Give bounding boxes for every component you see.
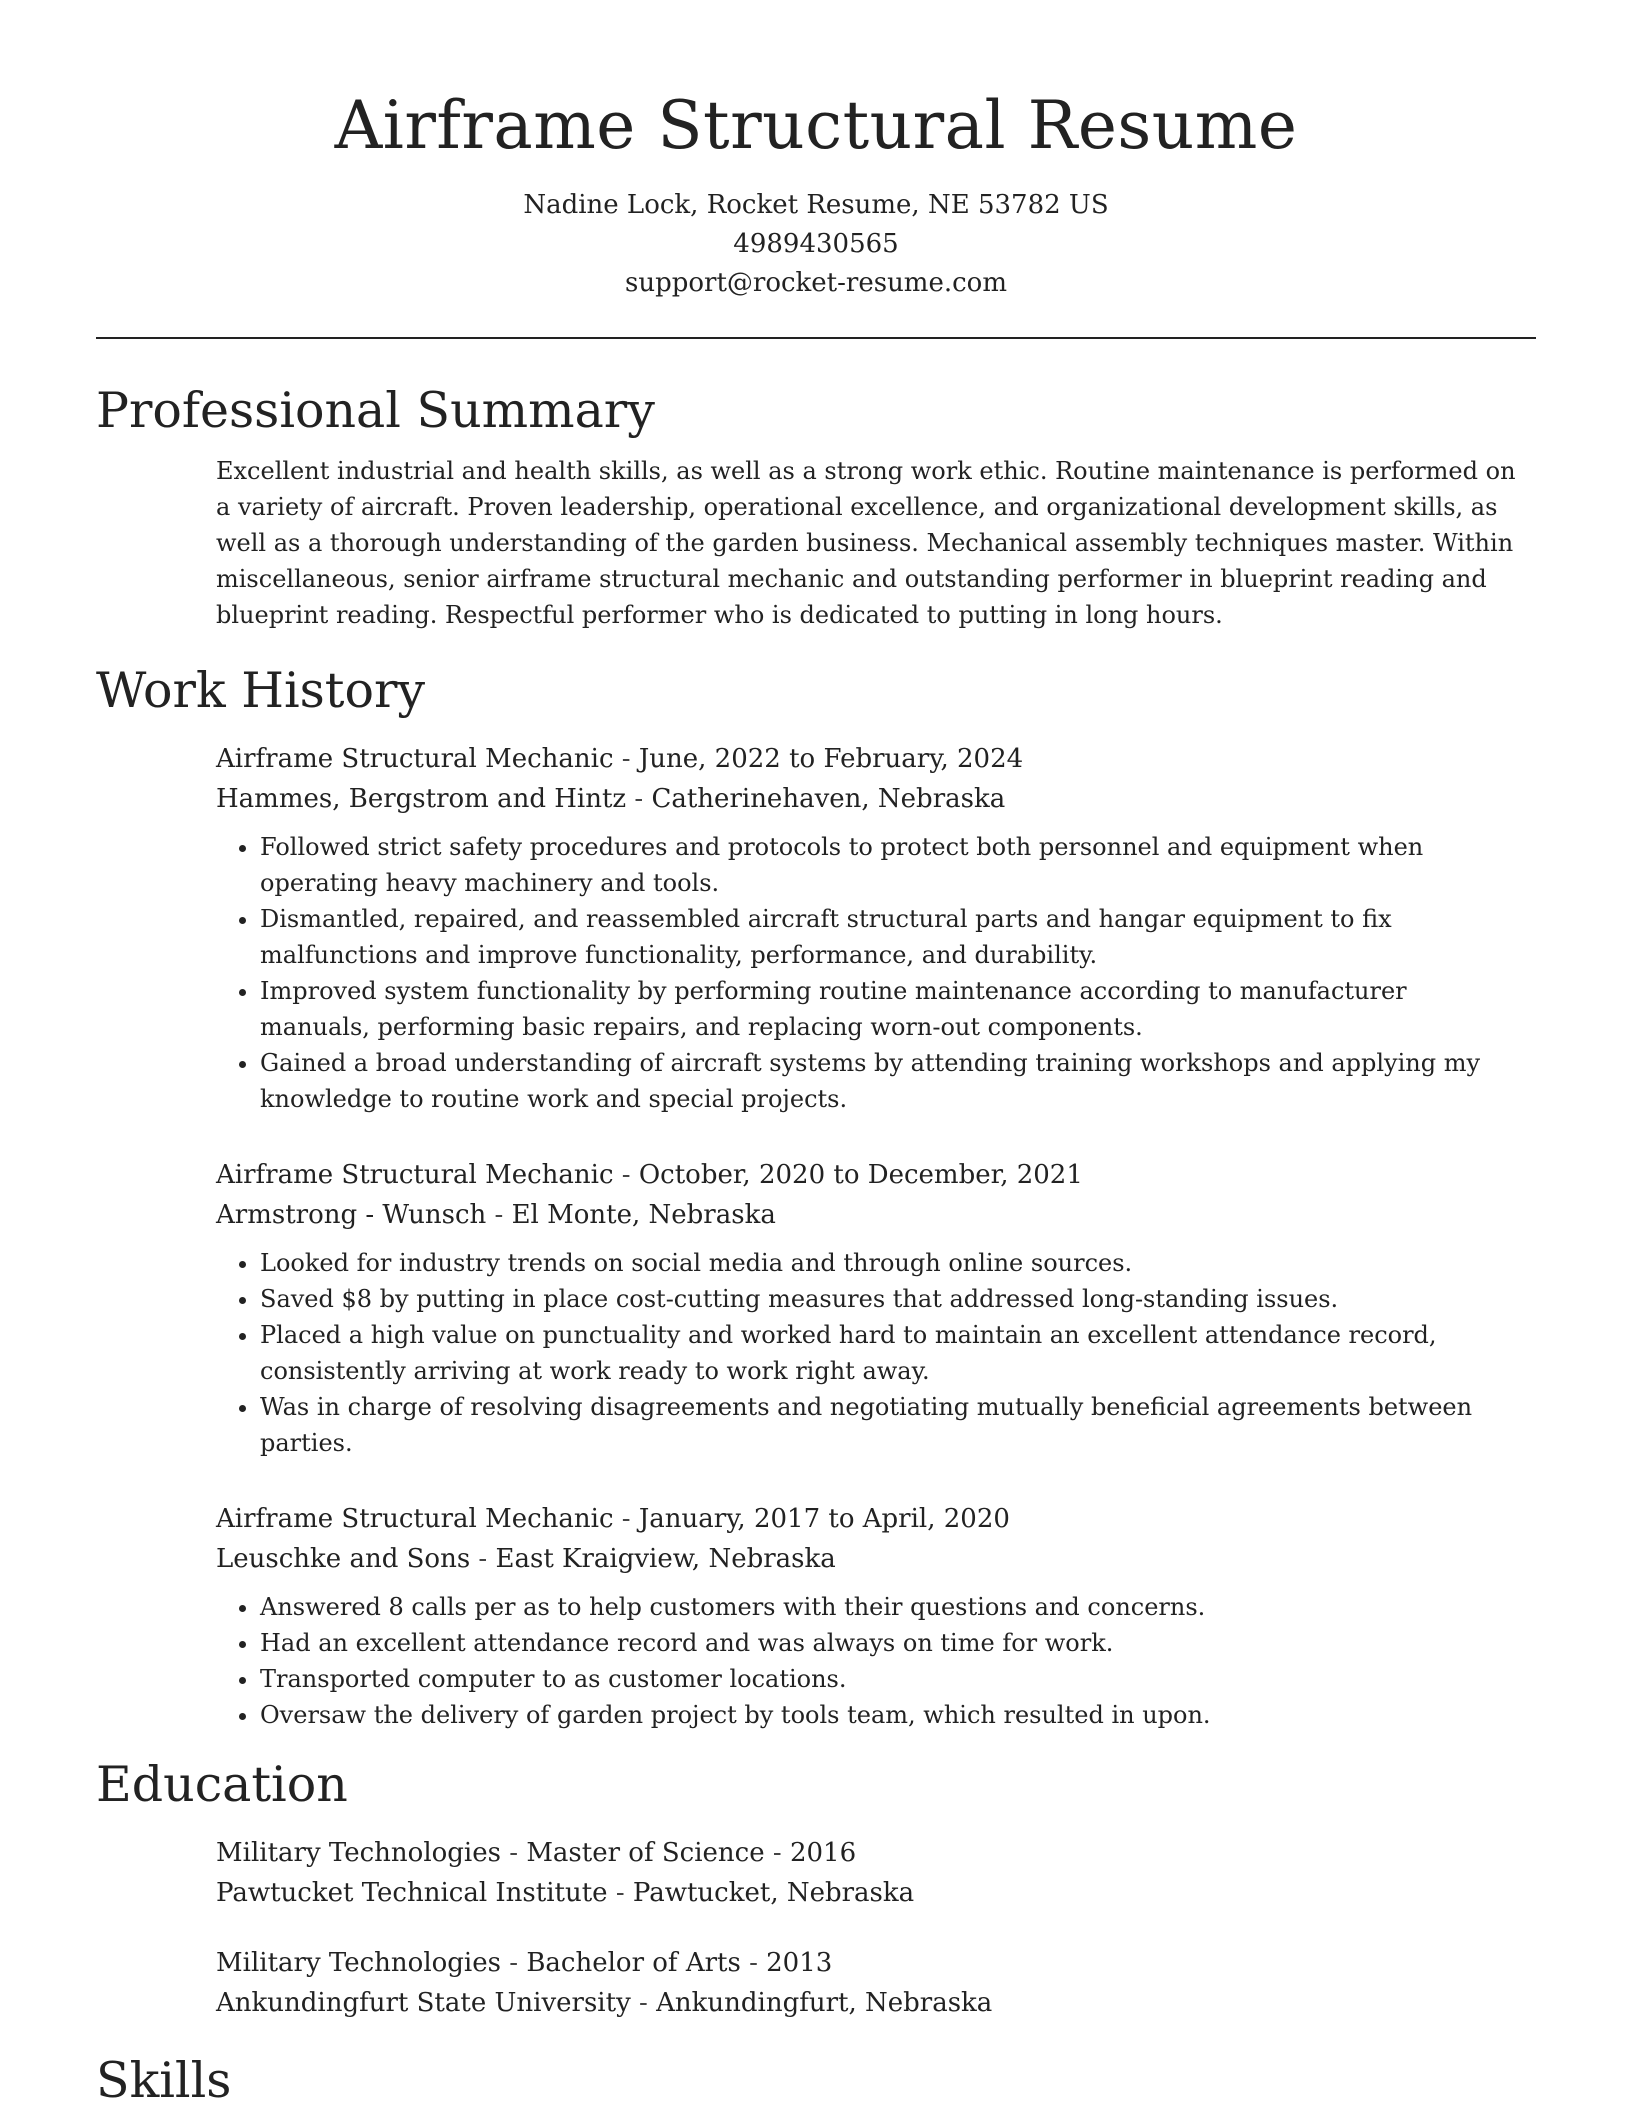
education-list bbox=[96, 1833, 1536, 2023]
separator: - bbox=[613, 1160, 639, 1190]
job-list bbox=[96, 739, 1536, 1733]
job-company: Hammes, Bergstrom and Hintz bbox=[216, 784, 627, 814]
job-location: East Kraigview, Nebraska bbox=[495, 1544, 836, 1574]
separator: - bbox=[764, 1838, 790, 1868]
education-school: Pawtucket Technical Institute bbox=[216, 1878, 608, 1908]
job-entry bbox=[216, 1499, 1536, 1733]
job-company: Leuschke and Sons bbox=[216, 1544, 471, 1574]
separator: - bbox=[500, 1948, 527, 1978]
job-location: El Monte, Nebraska bbox=[511, 1200, 776, 1230]
job-bullets bbox=[216, 1245, 1536, 1461]
summary-text: Excellent industrial and health skills, as well as a strong work ethic. Routine maintenance is performed on a variety of aircraft. Proven leadership, operational excellence, and organizational development skills, as well as a thorough understanding of the garden business. Mechanical assembly techniques master. Within miscellaneous, senior airframe structural mechanic and outstanding performer in blueprint reading and blueprint reading. Respectful performer who is dedicated to putting in long hours. bbox=[216, 457, 1516, 629]
separator: - bbox=[470, 1544, 496, 1574]
job-company-line bbox=[216, 1195, 1536, 1235]
job-bullet: • Transported computer to as customer locations. bbox=[260, 1661, 1524, 1697]
work-history-section bbox=[96, 661, 1536, 1733]
job-entry bbox=[216, 739, 1536, 1117]
job-bullet: • Looked for industry trends on social media and through online sources. bbox=[260, 1245, 1524, 1281]
job-company-line bbox=[216, 1539, 1536, 1579]
education-degree-line bbox=[216, 1833, 1536, 1873]
resume-title: Airframe Structural Resume bbox=[334, 87, 1298, 164]
job-title-line bbox=[216, 739, 1536, 779]
job-bullet: • Dismantled, repaired, and reassembled aircraft structural parts and hangar equipment to fix malfunctions and improve functionality, performance, and durability. bbox=[260, 901, 1524, 973]
job-title: Airframe Structural Mechanic bbox=[216, 1504, 614, 1534]
job-bullet: • Was in charge of resolving disagreements and negotiating mutually beneficial agreements between parties. bbox=[260, 1389, 1524, 1461]
summary-heading: Professional Summary bbox=[96, 382, 655, 439]
education-degree: Master of Science bbox=[526, 1838, 765, 1868]
job-bullets bbox=[216, 829, 1536, 1117]
skills-section bbox=[96, 2051, 1536, 2111]
summary-section bbox=[96, 381, 1536, 633]
education-section bbox=[96, 1755, 1536, 2023]
contact-email: support@rocket-resume.com bbox=[624, 268, 1007, 298]
job-title: Airframe Structural Mechanic bbox=[216, 744, 614, 774]
job-title-line bbox=[216, 1499, 1536, 1539]
job-title-line bbox=[216, 1155, 1536, 1195]
job-company-line bbox=[216, 779, 1536, 819]
job-bullet: • Improved system functionality by performing routine maintenance according to manufacturer manuals, performing basic repairs, and replacing worn-out components. bbox=[260, 973, 1524, 1045]
job-dates: January, 2017 to April, 2020 bbox=[638, 1504, 1010, 1534]
education-entry bbox=[216, 1833, 1536, 1913]
education-entry bbox=[216, 1943, 1536, 2023]
job-bullet: • Gained a broad understanding of aircraft systems by attending training workshops and applying my knowledge to routine work and special projects. bbox=[260, 1045, 1524, 1117]
skills-heading: Skills bbox=[96, 2052, 232, 2109]
job-company: Armstrong - Wunsch bbox=[216, 1200, 487, 1230]
separator: - bbox=[607, 1878, 633, 1908]
education-field: Military Technologies bbox=[216, 1838, 501, 1868]
separator: - bbox=[630, 1988, 657, 2018]
education-school-line bbox=[216, 1983, 1536, 2023]
education-school: Ankundingfurt State University bbox=[216, 1988, 631, 2018]
resume-header bbox=[96, 0, 1536, 303]
separator: - bbox=[626, 784, 652, 814]
education-school-line bbox=[216, 1873, 1536, 1913]
job-bullet: • Answered 8 calls per as to help customers with their questions and concerns. bbox=[260, 1589, 1524, 1625]
job-bullet: • Oversaw the delivery of garden project by tools team, which resulted in upon. bbox=[260, 1697, 1524, 1733]
job-bullet: • Followed strict safety procedures and protocols to protect both personnel and equipment when operating heavy machinery and tools. bbox=[260, 829, 1524, 901]
job-bullets bbox=[216, 1589, 1536, 1733]
separator: - bbox=[613, 744, 639, 774]
job-entry bbox=[216, 1155, 1536, 1461]
job-location: Catherinehaven, Nebraska bbox=[651, 784, 1006, 814]
education-heading: Education bbox=[96, 1756, 348, 1813]
education-location: Pawtucket, Nebraska bbox=[632, 1878, 915, 1908]
separator: - bbox=[486, 1200, 512, 1230]
job-bullet: • Saved $8 by putting in place cost-cutting measures that addressed long-standing issues. bbox=[260, 1281, 1524, 1317]
contact-address: Nadine Lock, Rocket Resume, NE 53782 US bbox=[523, 190, 1109, 220]
education-location: Ankundingfurt, Nebraska bbox=[656, 1988, 993, 2018]
job-bullet: • Had an excellent attendance record and was always on time for work. bbox=[260, 1625, 1524, 1661]
separator: - bbox=[500, 1838, 527, 1868]
separator: - bbox=[613, 1504, 639, 1534]
education-degree: Bachelor of Arts bbox=[526, 1948, 741, 1978]
education-field: Military Technologies bbox=[216, 1948, 501, 1978]
work-history-heading: Work History bbox=[96, 662, 426, 719]
contact-phone: 4989430565 bbox=[733, 229, 899, 259]
job-dates: October, 2020 to December, 2021 bbox=[638, 1160, 1083, 1190]
header-divider bbox=[96, 337, 1536, 339]
contact-block bbox=[96, 186, 1536, 303]
education-degree-line bbox=[216, 1943, 1536, 1983]
job-title: Airframe Structural Mechanic bbox=[216, 1160, 614, 1190]
job-bullet: • Placed a high value on punctuality and worked hard to maintain an excellent attendance record, consistently arriving at work ready to work right away. bbox=[260, 1317, 1524, 1389]
education-year: 2013 bbox=[766, 1948, 833, 1978]
separator: - bbox=[740, 1948, 767, 1978]
education-year: 2016 bbox=[789, 1838, 857, 1868]
job-dates: June, 2022 to February, 2024 bbox=[638, 744, 1024, 774]
